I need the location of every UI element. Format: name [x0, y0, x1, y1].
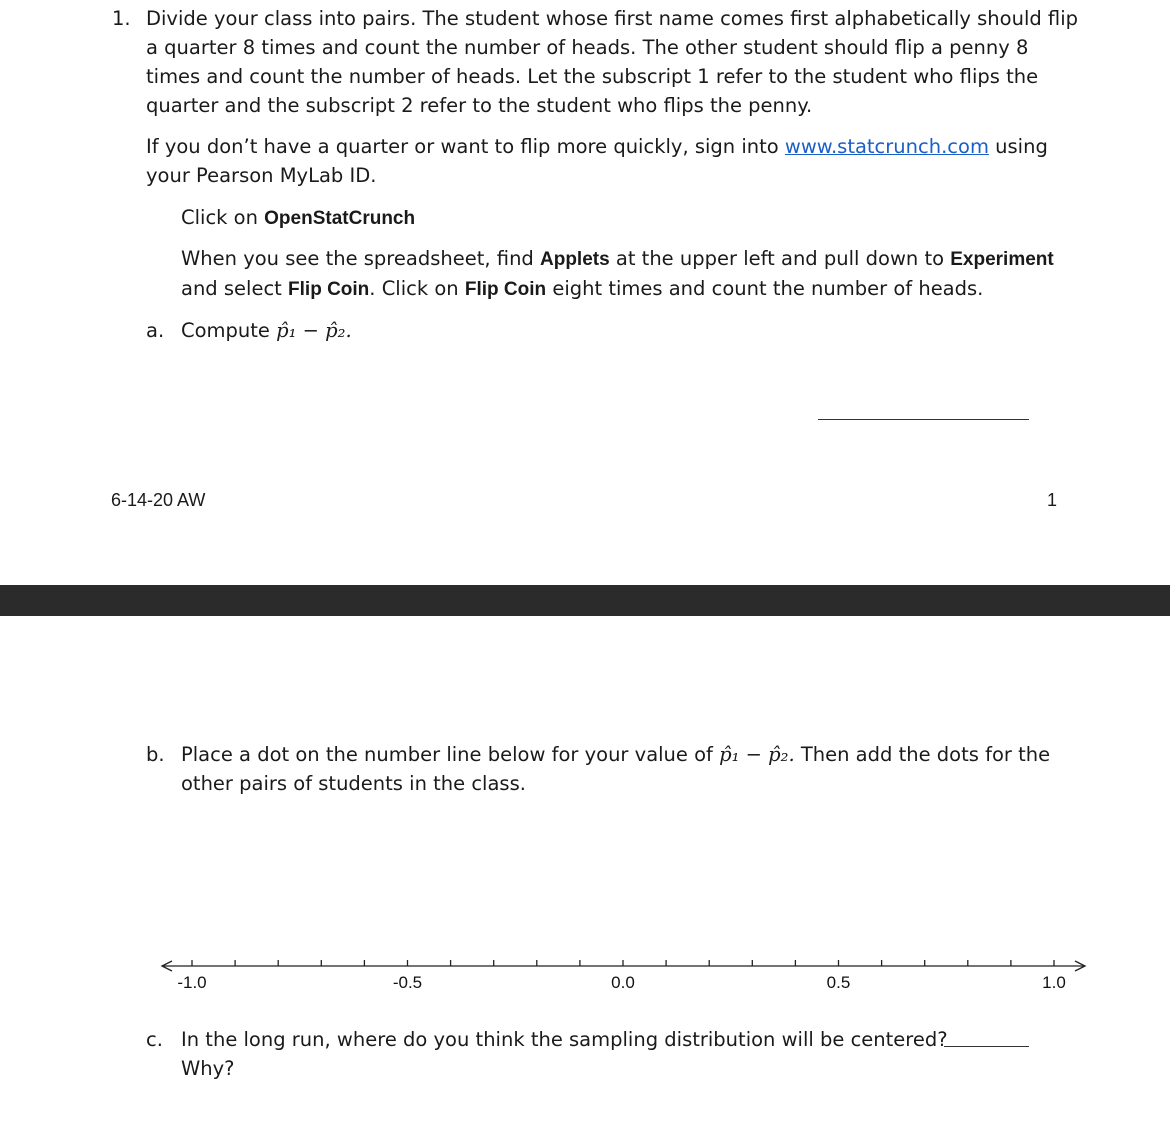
- intro-line-4: quarter and the subscript 2 refer to the student who flips the penny.: [146, 94, 813, 117]
- tick-label: 0.5: [826, 973, 851, 992]
- phat-difference-b: p̂₁ − p̂₂.: [719, 743, 795, 766]
- tick-label: 1.0: [1042, 973, 1066, 992]
- intro-line-1: Divide your class into pairs. The student whose first name comes first alphabetically should flip: [146, 7, 1079, 30]
- part-a-label: a.: [146, 319, 165, 342]
- part-b-label: b.: [146, 743, 165, 766]
- intro-line-2: a quarter 8 times and count the number of heads. The other student should flip a penny 8: [146, 36, 1029, 59]
- tick-label: -0.5: [392, 973, 423, 992]
- part-c-line-2: Why?: [181, 1057, 235, 1080]
- tick-label: 0.0: [611, 973, 635, 992]
- phat-difference: p̂₁ − p̂₂.: [276, 319, 352, 342]
- alternative-paragraph: If you don’t have a quarter or want to flip more quickly, sign into www.statcrunch.com using your Pearson MyLab ID.: [146, 132, 1106, 190]
- answer-blank-c[interactable]: [944, 1046, 1029, 1047]
- answer-blank-a[interactable]: [818, 419, 1029, 420]
- footer-date: 6-14-20 AW: [111, 490, 206, 510]
- openstatcrunch-label: OpenStatCrunch: [264, 208, 416, 229]
- part-a-text: Compute p̂₁ − p̂₂.: [181, 319, 352, 342]
- part-b-line-2: other pairs of students in the class.: [181, 772, 526, 795]
- part-c-text: [181, 1025, 961, 1083]
- part-c-label: c.: [146, 1028, 163, 1051]
- question-intro: [146, 4, 1106, 120]
- page-separator: [0, 585, 1170, 616]
- page-number: 1: [1047, 490, 1058, 510]
- question-number: 1.: [112, 7, 131, 30]
- spreadsheet-instruction: When you see the spreadsheet, find Applets at the upper left and pull down to Experiment and select Flip Coin. Click on Flip Coin eight times and count the number of heads.: [181, 247, 1054, 300]
- part-b-text: Place a dot on the number line below for your value of p̂₁ − p̂₂. Then add the dots for the other pairs of students in the class.: [181, 740, 1081, 798]
- number-line[interactable]: [150, 948, 1095, 998]
- alt-line-2: your Pearson MyLab ID.: [146, 164, 377, 187]
- part-c-line-1: In the long run, where do you think the sampling distribution will be centered?: [181, 1028, 948, 1051]
- statcrunch-link[interactable]: www.statcrunch.com: [784, 135, 989, 158]
- intro-line-3: times and count the number of heads. Let the subscript 1 refer to the student who flips the: [146, 65, 1039, 88]
- tick-label: -1.0: [177, 973, 207, 992]
- click-instruction: Click on OpenStatCrunch: [181, 206, 416, 229]
